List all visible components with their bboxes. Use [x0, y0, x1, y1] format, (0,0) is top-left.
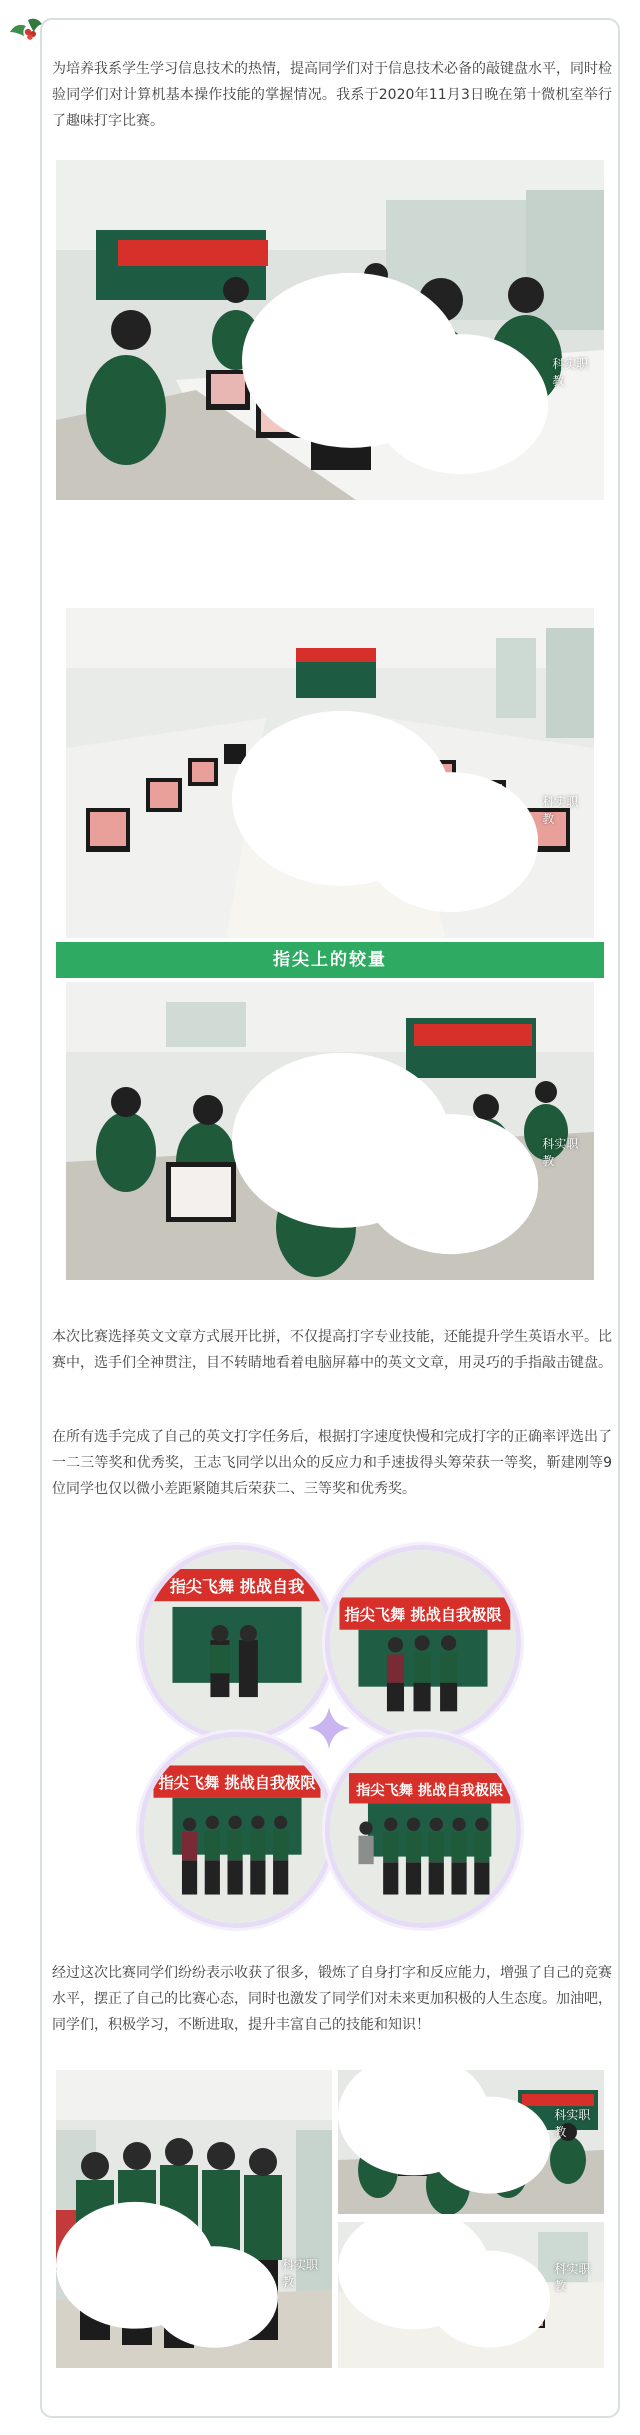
award-photo-banner-text: 指尖飞舞 挑战自我极限 — [344, 1606, 502, 1625]
watermark — [232, 1031, 584, 1272]
photo-contest-small-2 — [338, 2222, 604, 2368]
wechat-icon — [232, 689, 538, 930]
closing-paragraph: 经过这次比赛同学们纷纷表示收获了很多，锻炼了自身打字和反应能力，增强了自己的竞赛水平，摆正了自己的比赛心态，同时也激发了同学们对未来更加积极的人生态度。加油吧，同学们，积极学习，不断进取，提升丰富自己的技能和知识！ — [52, 1965, 612, 2033]
watermark-text: 科实职教 — [554, 2261, 591, 2293]
photo-typing-contest-2 — [66, 982, 594, 1280]
awards-paragraph: 在所有选手完成了自己的英文打字任务后，根据打字速度快慢和完成打字的正确率评选出了一二三等奖和优秀奖，王志飞同学以出众的反应力和手速拔得头筹荣获一等奖，靳建刚等9位同学也仅以微小差距紧随其后荣获二、三等奖和优秀奖。 — [52, 1429, 612, 1497]
watermark-text: 科实职教 — [552, 356, 589, 388]
photo-contest-small-1 — [338, 2070, 604, 2214]
award-photo-3 — [139, 1732, 335, 1928]
watermark-text: 科实职教 — [542, 1136, 579, 1168]
award-photo-2 — [325, 1545, 521, 1741]
section-title-banner: 指尖上的较量 — [56, 942, 604, 978]
watermark-text: 科实职教 — [554, 2107, 591, 2139]
watermark-text: 科实职教 — [281, 2257, 318, 2289]
watermark — [232, 689, 584, 930]
watermark-text: 科实职教 — [542, 794, 579, 826]
watermark — [56, 2186, 322, 2360]
intro-paragraph: 为培养我系学生学习信息技术的热情，提高同学们对于信息技术必备的敲键盘水平，同时检验同学们对计算机基本操作技能的掌握情况。我系于2020年11月3日晚在第十微机室举行了趣味打字比赛。 — [52, 61, 612, 129]
wechat-icon — [338, 2222, 550, 2360]
watermark — [338, 2070, 594, 2206]
wechat-icon — [56, 2186, 278, 2360]
sparkle-icon — [306, 1705, 352, 1751]
award-photo-banner-text: 指尖飞舞 挑战自我极限 — [158, 1774, 316, 1793]
wechat-icon — [242, 251, 548, 492]
photo-computer-lab — [66, 608, 594, 938]
watermark — [338, 2222, 594, 2360]
award-photo-banner-text: 指尖飞舞 挑战自我 — [169, 1576, 305, 1596]
wechat-icon — [232, 1031, 538, 1272]
award-photo-4 — [325, 1732, 521, 1928]
match-paragraph: 本次比赛选择英文文章方式展开比拼，不仅提高打字专业技能，还能提升学生英语水平。比赛中，选手们全神贯注，目不转睛地看着电脑屏幕中的英文文章，用灵巧的手指敲击键盘。 — [52, 1329, 612, 1371]
photo-typing-contest-1 — [56, 160, 604, 500]
photo-group-lineup — [56, 2070, 332, 2368]
watermark — [242, 251, 594, 492]
award-photo-banner-text: 指尖飞舞 挑战自我极限 — [356, 1782, 504, 1799]
wechat-icon — [338, 2070, 550, 2206]
